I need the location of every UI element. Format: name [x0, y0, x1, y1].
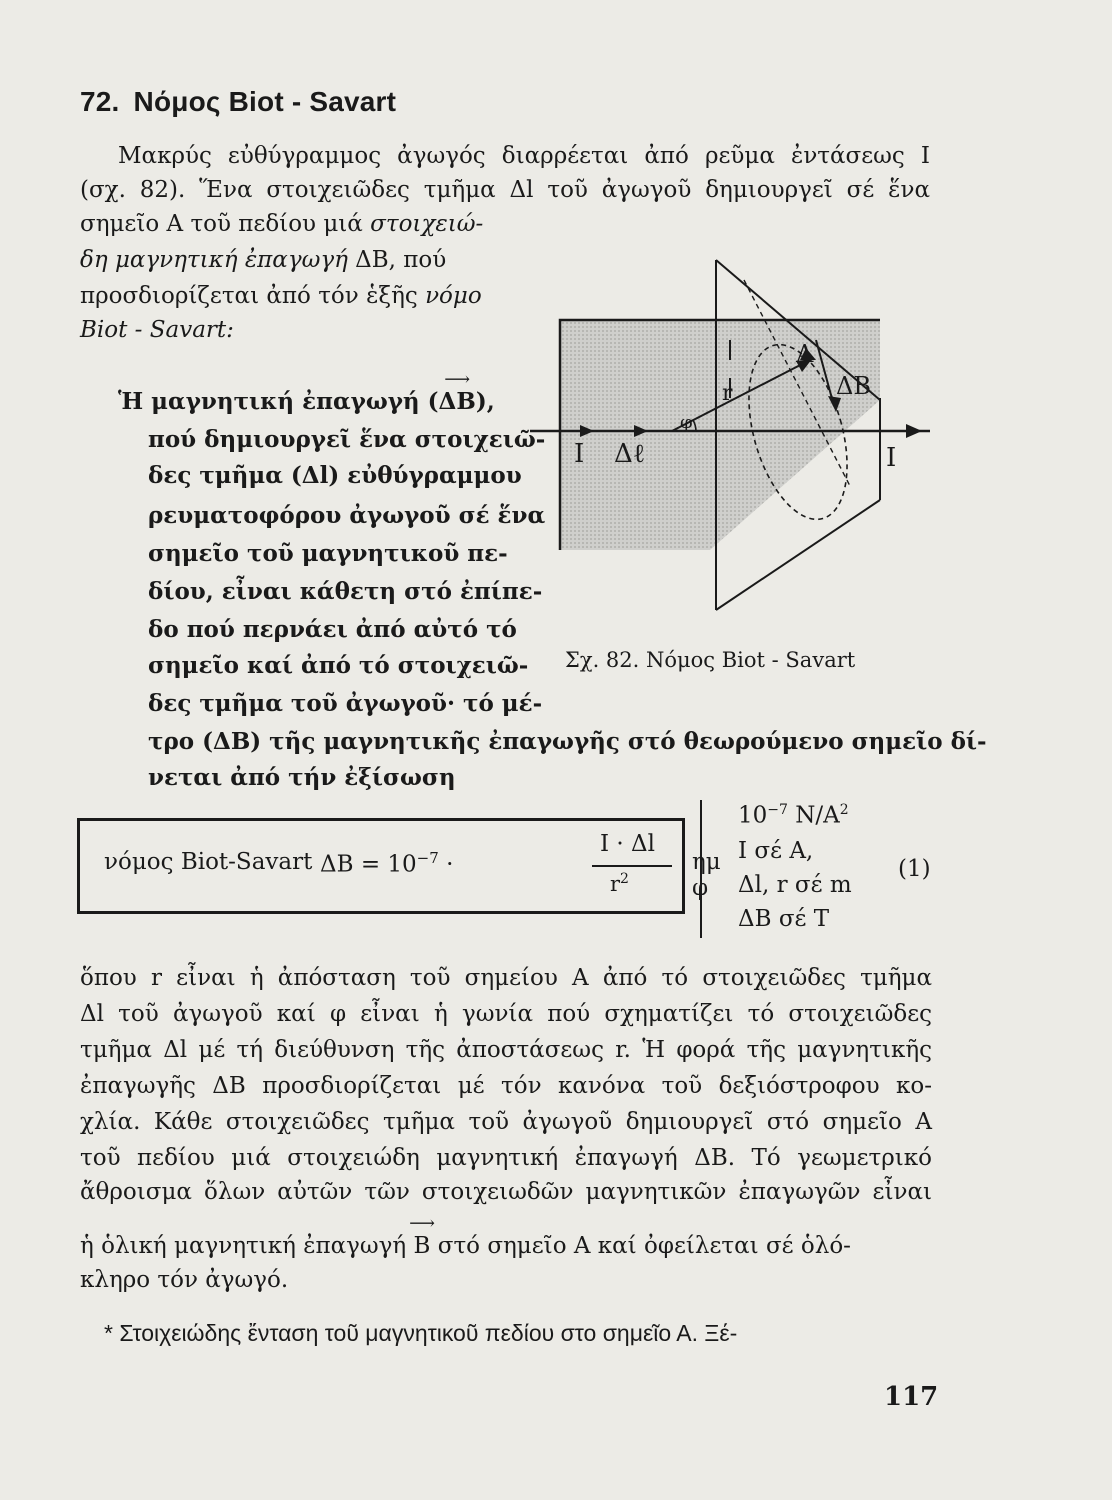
intro-line-4 — [80, 244, 446, 276]
intro-italic: στοιχειώ- — [370, 211, 484, 237]
fraction-bar — [592, 865, 672, 867]
vector-b: ⟶ Β — [414, 1230, 431, 1262]
intro-line-2: (σχ. 82). Ἕνα στοιχειῶδες τμῆμα Δl τοῦ ἀγωγοῦ δημιουργεῖ σέ ἕνα — [80, 177, 930, 203]
label-current-right: Ι — [886, 443, 897, 473]
formula-exponent: −7 — [416, 849, 439, 867]
intro-line-6: Biot - Savart: — [80, 317, 234, 343]
label-current-left: Ι — [574, 439, 585, 469]
label-point-a: Α — [796, 340, 814, 368]
formula-box — [77, 818, 721, 914]
body-text: στό σημεῖο Α καί ὀφείλεται σέ ὁλό- — [430, 1233, 851, 1259]
shaded-plane — [560, 320, 880, 550]
current-arrow-right — [906, 424, 922, 438]
body-line-6: τοῦ πεδίου μιά στοιχειώδη μαγνητική ἐπαγωγή ΔΒ. Τό γεωμετρικό — [80, 1145, 932, 1171]
footnote: * Στοιχειώδης ἔνταση τοῦ μαγνητικοῦ πεδίου στο σημεῖο Α. Ξέ- — [104, 1320, 738, 1346]
body-line-7: ἄθροισμα ὅλων αὐτῶν τῶν στοιχειωδῶν μαγνητικῶν ἐπαγωγῶν εἶναι — [80, 1179, 932, 1205]
law-text: ), — [475, 388, 495, 415]
law-line-8: σημεῖο καί ἀπό τό στοιχειῶ- — [148, 652, 529, 679]
section-heading — [80, 86, 396, 118]
unit-k-text: 10 — [738, 802, 768, 829]
vector-db: ⟶ ΔΒ — [439, 386, 476, 418]
law-line-7: δο πού περνάει ἀπό αὐτό τό — [148, 616, 517, 643]
unit-k — [738, 802, 849, 829]
formula-lhs — [320, 849, 453, 878]
formula-lhs-text: ΔΒ = 10 — [320, 851, 417, 878]
label-phi: φ — [680, 412, 693, 433]
unit-length: Δl, r σέ m — [738, 872, 852, 898]
law-line-1 — [118, 386, 495, 418]
unit-current: Ι σέ Α, — [738, 838, 814, 864]
label-delta-b: ΔΒ — [836, 372, 871, 400]
body-line-1: ὅπου r εἶναι ἡ ἀπόσταση τοῦ σημείου Α ἀπό τό στοιχειῶδες τμῆμα — [80, 965, 932, 991]
body-line-9: κληρο τόν ἀγωγό. — [80, 1267, 289, 1293]
body-line-3: τμῆμα Δl μέ τή διεύθυνση τῆς ἀποστάσεως r. Ἡ φορά τῆς μαγνητικῆς — [80, 1037, 932, 1063]
intro-text: ΔΒ, πού — [347, 247, 447, 273]
formula-numerator: Ι · Δl — [600, 831, 655, 857]
unit-induction: ΔΒ σέ Τ — [738, 906, 830, 932]
formula-name: νόμος Biot-Savart — [104, 849, 313, 875]
body-line-4: ἐπαγωγῆς ΔΒ προσδιορίζεται μέ τόν κανόνα τοῦ δεξιόστροφου κο- — [80, 1073, 932, 1099]
equation-number: (1) — [898, 856, 931, 882]
body-line-8 — [80, 1230, 851, 1262]
formula-den-exp: 2 — [620, 871, 629, 887]
law-line-4: ρευματοφόρου ἀγωγοῦ σέ ἕνα — [148, 502, 546, 529]
intro-line-3 — [80, 208, 483, 240]
body-text: ἡ ὁλική μαγνητική ἐπαγωγή — [80, 1233, 414, 1259]
unit-k-unit-exp: 2 — [839, 802, 849, 818]
formula-sine: ημ φ — [692, 849, 721, 901]
section-number: 72. — [80, 86, 120, 117]
unit-k-exp: −7 — [767, 802, 788, 818]
figure-caption: Σχ. 82. Νόμος Biot - Savart — [565, 648, 856, 672]
law-line-3: δες τμῆμα (Δl) εὐθύγραμμου — [148, 462, 522, 489]
page-number: 117 — [884, 1382, 939, 1412]
section-title: Νόμος Biot - Savart — [133, 86, 397, 117]
law-line-10: τρο (ΔΒ) τῆς μαγνητικῆς ἐπαγωγῆς στό θεωρούμενο σημεῖο δί- — [148, 728, 987, 755]
law-line-6: δίου, εἶναι κάθετη στό ἐπίπε- — [148, 578, 543, 605]
label-delta-l: Δℓ — [614, 439, 646, 469]
formula-denominator — [610, 871, 629, 896]
biot-savart-figure — [530, 250, 940, 640]
formula-den-text: r — [610, 872, 621, 896]
law-text: Ἡ μαγνητική ἐπαγωγή ( — [118, 388, 439, 415]
intro-italic: δη μαγνητική ἐπαγωγή — [80, 247, 348, 273]
unit-k-unit: N/A — [787, 802, 840, 829]
body-line-5: χλία. Κάθε στοιχειῶδες τμῆμα τοῦ ἀγωγοῦ δημιουργεῖ στό σημεῖο Α — [80, 1109, 932, 1135]
law-line-9: δες τμῆμα τοῦ ἀγωγοῦ· τό μέ- — [148, 690, 543, 717]
intro-text: σημεῖο Α τοῦ πεδίου μιά — [80, 211, 371, 237]
intro-line-5 — [80, 280, 482, 312]
intro-text: προσδιορίζεται ἀπό τόν ἑξῆς — [80, 283, 426, 309]
intro-italic: νόμο — [425, 283, 482, 309]
law-line-11: νεται ἀπό τήν ἐξίσωση — [148, 764, 456, 791]
formula-dot: · — [438, 851, 454, 878]
law-line-5: σημεῖο τοῦ μαγνητικοῦ πε- — [148, 540, 508, 567]
label-r: r — [722, 381, 733, 406]
law-line-2: πού δημιουργεῖ ἕνα στοιχειῶ- — [148, 426, 546, 453]
intro-line-1: Μακρύς εὐθύγραμμος ἀγωγός διαρρέεται ἀπό ρεῦμα ἐντάσεως Ι — [118, 143, 930, 169]
body-line-2: Δl τοῦ ἀγωγοῦ καί φ εἶναι ἡ γωνία πού σχηματίζει τό στοιχειῶδες — [80, 1001, 932, 1027]
